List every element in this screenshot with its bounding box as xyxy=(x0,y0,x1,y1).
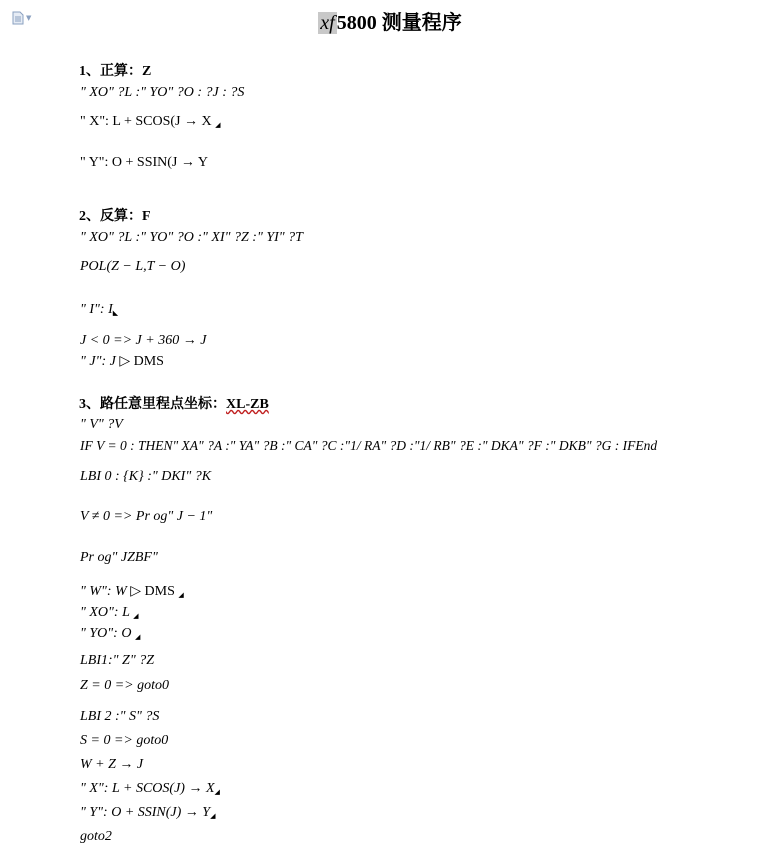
end-triangle-icon: ◢ xyxy=(134,633,141,641)
s3-line-7 xyxy=(80,604,139,625)
s2-line-5 xyxy=(80,353,164,371)
s3-line-11: LBI 2 :" S" ?S xyxy=(80,709,160,724)
section-3-heading-a: 3、路任意里程点坐标： xyxy=(79,397,226,412)
s3-line-15 xyxy=(80,804,215,825)
s3-line-3: LBI 0 : {K} :" DKI" ?K xyxy=(80,469,212,484)
s1-line-2-text: " X": L + SCOS(J → X xyxy=(80,114,212,129)
end-triangle-icon: ◢ xyxy=(215,121,221,129)
end-triangle-icon: ◣ xyxy=(112,309,119,317)
s3-line-6-a: " W": W ▷ xyxy=(80,584,145,599)
s3-line-9: LBI1:" Z" ?Z xyxy=(80,653,154,668)
s3-line-4-a: V ≠ 0 => xyxy=(80,509,136,524)
s2-line-3 xyxy=(80,301,118,322)
s3-line-12: S = 0 => goto0 xyxy=(80,733,169,748)
end-triangle-icon: ◢ xyxy=(214,788,220,796)
s3-line-4 xyxy=(80,508,212,526)
s3-line-6-b: DMS xyxy=(144,584,175,599)
s3-line-15-text: " Y": O + SSIN(J) → Y xyxy=(80,805,211,820)
s3-line-14 xyxy=(80,780,220,801)
s3-line-1: " V" ?V xyxy=(80,417,123,432)
s3-line-13: W + Z → J xyxy=(80,757,144,772)
title-prefix: xf xyxy=(320,12,335,34)
s1-line-1: " XO" ?L :" YO" ?O : ?J : ?S xyxy=(80,85,245,100)
s2-line-3-text: " I": I xyxy=(80,302,113,317)
s3-line-8 xyxy=(80,625,140,646)
s3-line-14-text: " X": L + SCOS(J) → X xyxy=(80,781,215,796)
section-2-heading: 2、反算：F xyxy=(79,209,151,224)
s3-line-4-b: Pr og" J − 1" xyxy=(135,509,213,524)
s3-line-8-text: " YO": O xyxy=(80,626,132,641)
s3-line-6 xyxy=(80,583,184,604)
s2-line-1: " XO" ?L :" YO" ?O :" XI" ?Z :" YI" ?T xyxy=(80,230,303,245)
section-3-heading-b: XL-ZB xyxy=(226,397,269,412)
s3-line-16: goto2 xyxy=(80,829,112,844)
s3-line-5: Pr og" JZBF" xyxy=(80,550,158,565)
dropdown-caret-icon: ▼ xyxy=(26,14,32,22)
s3-line-2: IF V = 0 : THEN" XA" ?A :" YA" ?B :" CA" ?C :"1/ RA" ?D :"1/ RB" ?E :" DKA" ?F :" DKB" ?G : IFEnd xyxy=(80,438,658,453)
s3-line-7-text: " XO": L xyxy=(80,605,130,620)
s1-line-2 xyxy=(80,113,221,134)
title-text: 5800 测量程序 xyxy=(336,12,462,34)
end-triangle-icon: ◢ xyxy=(178,591,184,599)
end-triangle-icon: ◢ xyxy=(133,612,139,620)
section-1-heading: 1、正算：Z xyxy=(79,64,152,79)
s2-line-5-a: " J": J ▷ xyxy=(80,354,134,369)
s2-line-2: POL(Z − L,T − O) xyxy=(80,259,186,274)
s3-line-10: Z = 0 => goto0 xyxy=(80,678,170,693)
section-3-heading xyxy=(79,396,269,414)
s2-line-5-b: DMS xyxy=(133,354,164,369)
s1-line-3: " Y": O + SSIN(J → Y xyxy=(80,155,208,170)
page-title xyxy=(0,6,780,35)
end-triangle-icon: ◢ xyxy=(210,812,216,820)
s2-line-4: J < 0 => J + 360 → J xyxy=(80,333,207,348)
